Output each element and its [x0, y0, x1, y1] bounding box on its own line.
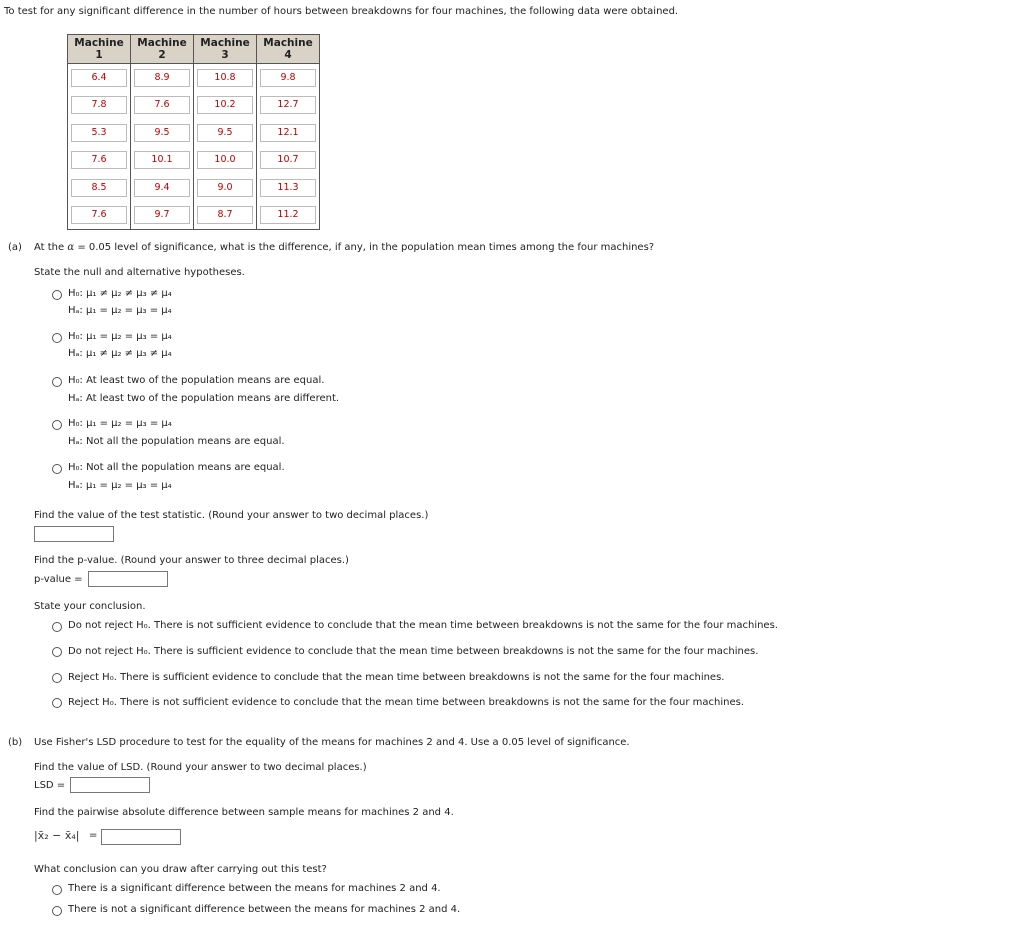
conclusion-option-4-radio[interactable] — [52, 698, 62, 708]
hypothesis-option-2-radio[interactable] — [52, 333, 62, 343]
hypothesis-option-5-radio[interactable] — [52, 464, 62, 474]
mean-difference-input[interactable] — [101, 829, 181, 845]
pvalue-label: p-value = — [34, 574, 83, 585]
lsd-conclusion-option-2-text: There is not a significant difference between the means for machines 2 and 4. — [68, 904, 461, 915]
conclusion-option-4-text: Reject H₀. There is not sufficient evidence to conclude that the mean time between breakdowns is not the same for the four machines. — [68, 697, 745, 708]
hypothesis-option-4-ha: Hₐ: Not all the population means are equal. — [68, 436, 285, 447]
table-cell: 12.7 — [260, 96, 316, 114]
conclusion-option-3-text: Reject H₀. There is sufficient evidence to conclude that the mean time between breakdowns is not the same for the four machines. — [68, 672, 725, 683]
intro-text: To test for any significant difference in the number of hours between breakdowns for four machines, the following data were obtained. — [4, 6, 679, 17]
conclusion-prompt: State your conclusion. — [34, 601, 146, 612]
table-cell: 12.1 — [260, 124, 316, 142]
table-row — [68, 202, 320, 230]
hypothesis-option-2-h0: H₀: μ₁ = μ₂ = μ₃ = μ₄ — [68, 331, 172, 342]
diff-equals: = — [89, 830, 98, 841]
conclusion-option-3-radio[interactable] — [52, 673, 62, 683]
table-cell: 8.9 — [134, 69, 190, 87]
hypothesis-option-1-radio[interactable] — [52, 290, 62, 300]
data-table — [67, 34, 320, 230]
hypothesis-option-4-h0: H₀: μ₁ = μ₂ = μ₃ = μ₄ — [68, 418, 172, 429]
table-cell: 10.8 — [197, 69, 253, 87]
mean-difference-expression: |x̄₂ − x̄₄| — [34, 829, 80, 842]
lsd-conclusion-option-1-text: There is a significant difference between the means for machines 2 and 4. — [68, 883, 441, 894]
table-cell: 9.7 — [134, 206, 190, 224]
part-a-label: (a) — [8, 242, 22, 253]
conclusion-option-1-text: Do not reject H₀. There is not sufficient evidence to conclude that the mean time between breakdowns is not the same for the four machines. — [68, 620, 778, 631]
diff-prompt: Find the pairwise absolute difference between sample means for machines 2 and 4. — [34, 807, 454, 818]
table-cell: 7.8 — [71, 96, 127, 114]
hypothesis-option-5-ha: Hₐ: μ₁ = μ₂ = μ₃ = μ₄ — [68, 480, 172, 491]
test-statistic-input[interactable] — [34, 526, 114, 542]
table-cell: 9.5 — [197, 124, 253, 142]
hypothesis-option-3-radio[interactable] — [52, 377, 62, 387]
conclusion-option-2-radio[interactable] — [52, 647, 62, 657]
table-cell: 11.3 — [260, 179, 316, 197]
table-cell: 10.1 — [134, 151, 190, 169]
lsd-label: LSD = — [34, 780, 66, 791]
table-cell: 9.0 — [197, 179, 253, 197]
table-cell: 8.5 — [71, 179, 127, 197]
pvalue-input[interactable] — [88, 571, 168, 587]
table-row — [68, 174, 320, 202]
hypothesis-option-2-ha: Hₐ: μ₁ ≠ μ₂ ≠ μ₃ ≠ μ₄ — [68, 348, 172, 359]
conclusion-option-1-radio[interactable] — [52, 622, 62, 632]
table-cell: 7.6 — [71, 206, 127, 224]
table-cell: 11.2 — [260, 206, 316, 224]
table-cell: 10.0 — [197, 151, 253, 169]
part-b-label: (b) — [8, 737, 23, 748]
table-cell: 10.7 — [260, 151, 316, 169]
pvalue-prompt: Find the p-value. (Round your answer to three decimal places.) — [34, 555, 349, 566]
lsd-prompt: Find the value of LSD. (Round your answer to two decimal places.) — [34, 762, 367, 773]
table-cell: 7.6 — [71, 151, 127, 169]
hypothesis-option-1-ha: Hₐ: μ₁ = μ₂ = μ₃ = μ₄ — [68, 305, 172, 316]
conclusion-option-2-text: Do not reject H₀. There is sufficient evidence to conclude that the mean time between breakdowns is not the same for the four machines. — [68, 646, 759, 657]
hypothesis-option-3-ha: Hₐ: At least two of the population means are different. — [68, 393, 340, 404]
hypothesis-option-1-h0: H₀: μ₁ ≠ μ₂ ≠ μ₃ ≠ μ₄ — [68, 288, 172, 299]
table-header-row — [68, 35, 320, 64]
header-machine-1: Machine 1 — [68, 35, 131, 64]
table-cell: 9.4 — [134, 179, 190, 197]
table-cell: 10.2 — [197, 96, 253, 114]
hypothesis-option-4-radio[interactable] — [52, 420, 62, 430]
header-machine-3: Machine 3 — [194, 35, 257, 64]
part-a-question: At the α = 0.05 level of significance, what is the difference, if any, in the population mean times among the four machines? — [34, 242, 655, 253]
part-b-question: Use Fisher's LSD procedure to test for the equality of the means for machines 2 and 4. Use a 0.05 level of significance. — [34, 737, 630, 748]
header-machine-4: Machine 4 — [257, 35, 320, 64]
table-cell: 6.4 — [71, 69, 127, 87]
table-row — [68, 119, 320, 147]
table-cell: 7.6 — [134, 96, 190, 114]
lsd-input[interactable] — [70, 777, 150, 793]
table-row — [68, 64, 320, 92]
state-hypotheses-prompt: State the null and alternative hypotheses. — [34, 267, 245, 278]
lsd-conclusion-option-1-radio[interactable] — [52, 885, 62, 895]
table-cell: 8.7 — [197, 206, 253, 224]
header-machine-2: Machine 2 — [131, 35, 194, 64]
table-cell: 9.8 — [260, 69, 316, 87]
table-row — [68, 147, 320, 175]
alpha-symbol: α — [67, 242, 75, 253]
table-row — [68, 92, 320, 120]
hypothesis-option-3-h0: H₀: At least two of the population means are equal. — [68, 375, 325, 386]
test-statistic-prompt: Find the value of the test statistic. (Round your answer to two decimal places.) — [34, 510, 429, 521]
table-cell: 9.5 — [134, 124, 190, 142]
hypothesis-option-5-h0: H₀: Not all the population means are equal. — [68, 462, 285, 473]
lsd-conclusion-option-2-radio[interactable] — [52, 906, 62, 916]
part-b-conclusion-prompt: What conclusion can you draw after carrying out this test? — [34, 864, 327, 875]
table-cell: 5.3 — [71, 124, 127, 142]
